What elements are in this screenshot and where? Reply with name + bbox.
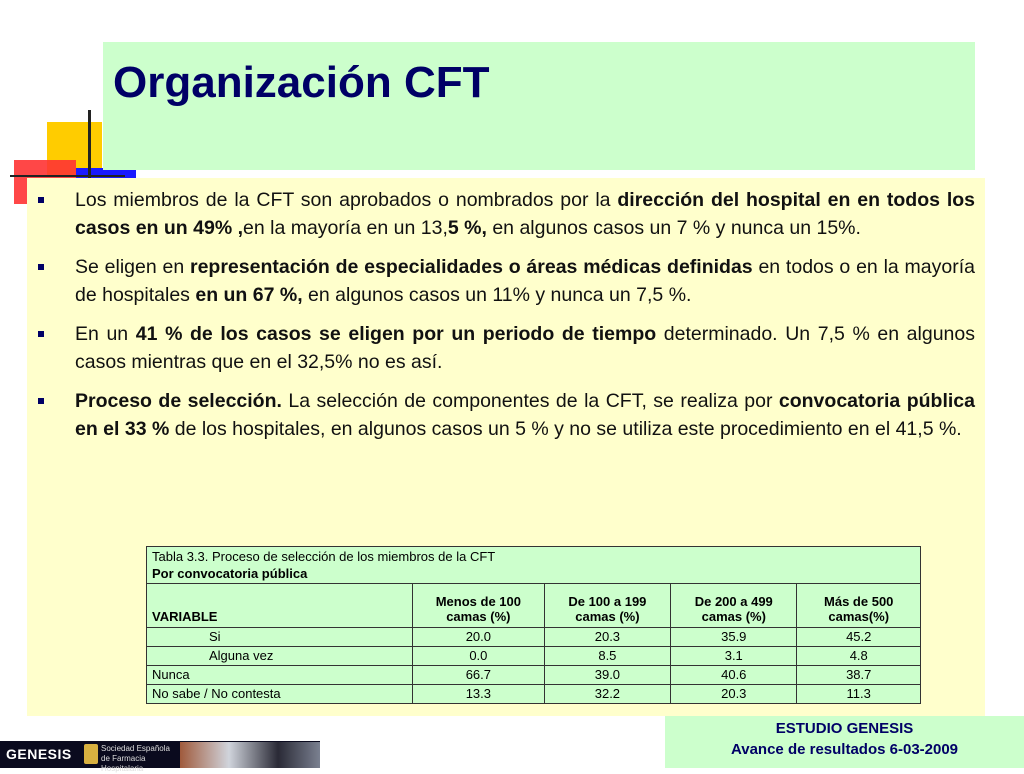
table-cell: 38.7	[797, 666, 921, 685]
table-row	[147, 685, 921, 704]
bullet-text: determinado. Un 7,5 % en algunos casos mientras que en el 32,5% no es así.	[75, 323, 975, 373]
table-cell: 4.8	[797, 647, 921, 666]
bullet-bold-text: convocatoria pública en el 33 %	[75, 390, 975, 440]
bullet-bold-text: Proceso de selección.	[75, 390, 282, 412]
table-cell: 35.9	[671, 628, 797, 647]
bullet-item	[35, 387, 975, 443]
bullet-text: en algunos casos un 11% y nunca un 7,5 %.	[302, 284, 692, 306]
bullet-text: en todos o en la mayoría de hospitales	[75, 256, 975, 306]
row-label: Alguna vez	[147, 647, 413, 666]
bullet-item	[35, 186, 975, 242]
bullet-bold-text: dirección del hospital en en todos los casos en un 49% ,	[75, 189, 975, 239]
decorative-horizontal-line	[10, 175, 125, 177]
data-table	[146, 546, 921, 704]
table-row	[147, 647, 921, 666]
row-label: Nunca	[147, 666, 413, 685]
bullet-text: en algunos casos un 7 % y nunca un 15%.	[486, 217, 861, 239]
bullet-text: Se eligen en	[75, 256, 190, 278]
table-subcaption: Por convocatoria pública	[152, 566, 308, 581]
table-cell: 8.5	[544, 647, 670, 666]
column-header: Menos de 100 camas (%)	[413, 584, 545, 628]
row-label: No sabe / No contesta	[147, 685, 413, 704]
society-seal-icon	[84, 744, 98, 764]
bullet-square-icon	[38, 197, 44, 203]
bullet-text: en la mayoría en un 13,	[243, 217, 448, 239]
bullet-square-icon	[38, 331, 44, 337]
bullet-text: de los hospitales, en algunos casos un 5 % y no se utiliza este procedimiento en el 41,5 %.	[169, 418, 962, 440]
table-cell: 13.3	[413, 685, 545, 704]
table-caption-cell	[147, 547, 921, 584]
table-cell: 20.3	[544, 628, 670, 647]
table-caption: Tabla 3.3. Proceso de selección de los miembros de la CFT	[152, 549, 496, 564]
table-row	[147, 628, 921, 647]
bullet-square-icon	[38, 264, 44, 270]
bullet-text: La selección de componentes de la CFT, se realiza por	[281, 390, 779, 412]
bullet-bold-text: representación de especialidades o áreas médicas definidas	[190, 256, 753, 278]
footer-date-line: Avance de resultados 6-03-2009	[730, 741, 959, 758]
table-cell: 32.2	[544, 685, 670, 704]
bullet-text: Los miembros de la CFT son aprobados o nombrados por la	[75, 189, 618, 211]
table-header-row	[147, 584, 921, 628]
table-cell: 3.1	[671, 647, 797, 666]
bullet-text: En un	[75, 323, 136, 345]
column-header: De 200 a 499 camas (%)	[671, 584, 797, 628]
table-cell: 20.3	[671, 685, 797, 704]
table-cell: 45.2	[797, 628, 921, 647]
table-cell: 20.0	[413, 628, 545, 647]
column-header: De 100 a 199 camas (%)	[544, 584, 670, 628]
footer-study-name: ESTUDIO GENESIS	[775, 720, 914, 737]
bullet-list	[35, 186, 975, 454]
bullet-bold-text: en un 67 %,	[195, 284, 303, 306]
table-cell: 66.7	[413, 666, 545, 685]
slide-title: Organización CFT	[113, 58, 490, 107]
table-cell: 0.0	[413, 647, 545, 666]
table-cell: 40.6	[671, 666, 797, 685]
bullet-item	[35, 320, 975, 376]
table-body	[147, 628, 921, 704]
column-header: VARIABLE	[147, 584, 413, 628]
bullet-bold-text: 41 % de los casos se eligen por un periodo de tiempo	[135, 323, 657, 345]
genesis-logo: GENESIS	[6, 746, 72, 762]
table-cell: 11.3	[797, 685, 921, 704]
footer-photo	[180, 742, 320, 768]
column-header: Más de 500 camas(%)	[797, 584, 921, 628]
table-cell: 39.0	[544, 666, 670, 685]
bullet-bold-text: 5 %,	[447, 217, 487, 239]
bullet-item	[35, 253, 975, 309]
row-label: Si	[147, 628, 413, 647]
table-row	[147, 666, 921, 685]
society-name: Sociedad Española de Farmacia Hospitalaria	[101, 744, 170, 773]
bullet-square-icon	[38, 398, 44, 404]
